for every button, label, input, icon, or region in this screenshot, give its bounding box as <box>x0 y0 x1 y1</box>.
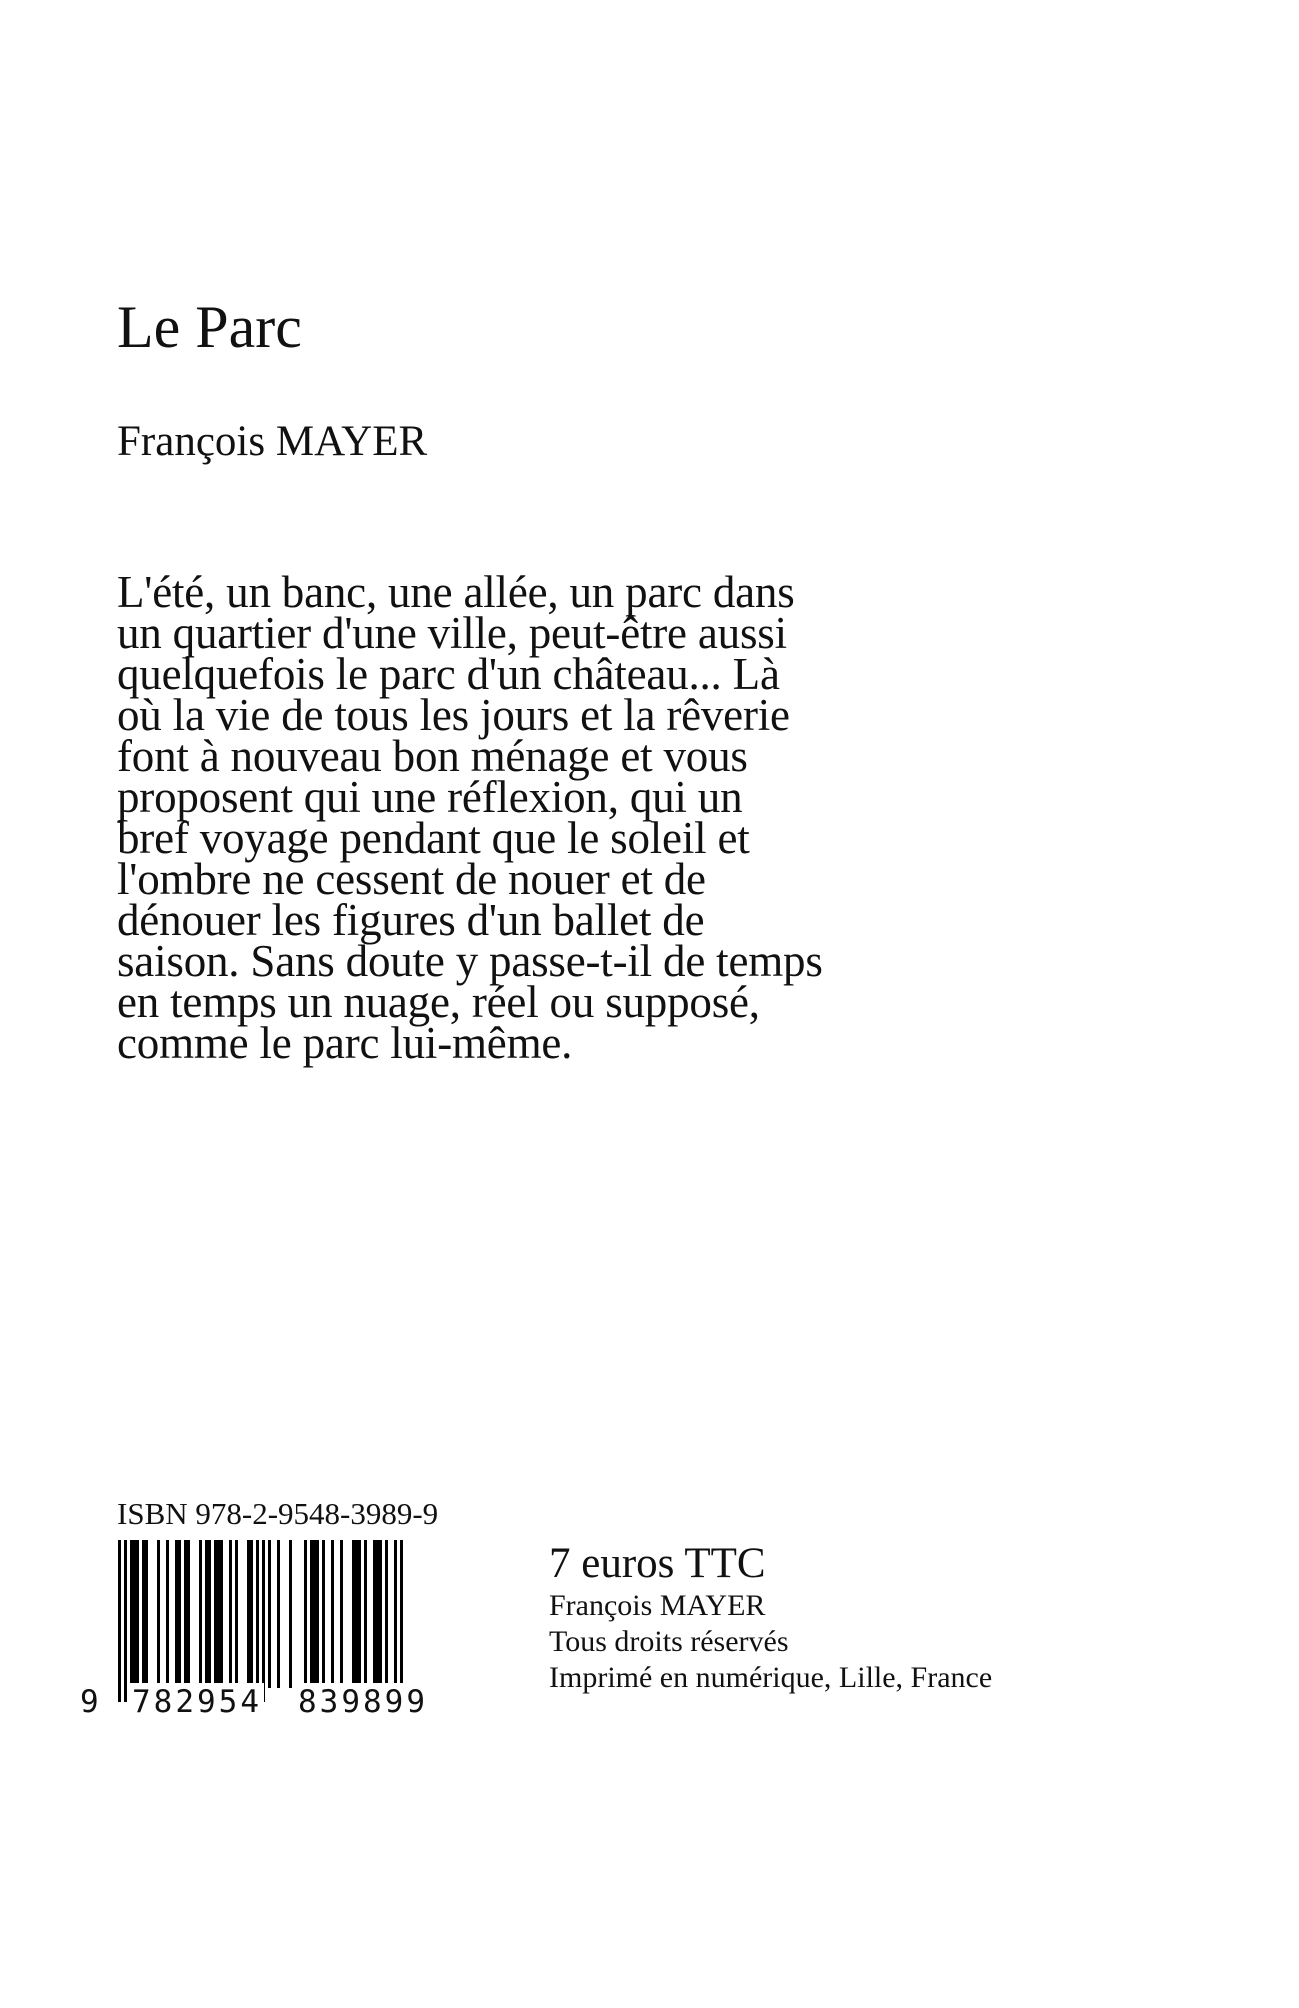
barcode-guard-bar <box>118 1540 121 1702</box>
barcode-bar <box>175 1540 181 1688</box>
blurb-line: font à nouveau bon ménage et vous <box>117 731 748 781</box>
blurb-line: comme le parc lui-même. <box>117 1018 573 1068</box>
barcode-bar <box>205 1540 211 1688</box>
barcode-left-digits: 782954 <box>132 1684 262 1720</box>
barcode-bar <box>322 1540 325 1688</box>
barcode-guard-bar <box>400 1540 403 1702</box>
barcode-bar <box>199 1540 202 1688</box>
book-author: François MAYER <box>117 418 428 465</box>
blurb-line: bref voyage pendant que le soleil et <box>117 813 750 863</box>
barcode-guard-bar <box>124 1540 127 1702</box>
barcode-bar <box>304 1540 307 1688</box>
blurb-line: L'été, un banc, une allée, un parc dans <box>117 567 795 617</box>
barcode-bar <box>385 1540 388 1688</box>
barcode-bar <box>289 1540 292 1688</box>
barcode-bar <box>157 1540 160 1688</box>
publisher: François MAYER <box>549 1589 766 1622</box>
barcode-guard-bar <box>262 1540 265 1702</box>
blurb-line: l'ombre ne cessent de nouer et de <box>117 854 706 904</box>
imprint-block <box>549 1540 992 1696</box>
blurb-line: dénouer les figures d'un ballet de <box>117 895 705 945</box>
blurb-line: quelquefois le parc d'un château... Là <box>117 649 780 699</box>
barcode-bar <box>310 1540 319 1688</box>
barcode-first-digit: 9 <box>80 1684 99 1720</box>
barcode-bar <box>331 1540 334 1688</box>
barcode-right-digits: 839899 <box>298 1684 428 1720</box>
blurb-line: proposent qui une réflexion, qui un <box>117 772 743 822</box>
barcode-bar <box>268 1540 271 1688</box>
barcode-bar <box>340 1540 343 1688</box>
blurb-line: un quartier d'une ville, peut-être aussi <box>117 608 787 658</box>
barcode-bar <box>166 1540 169 1688</box>
barcode-bar <box>214 1540 223 1688</box>
barcode-bar <box>229 1540 232 1688</box>
barcode-digits <box>80 1683 480 1723</box>
barcode-bar <box>364 1540 367 1688</box>
barcode-bar <box>247 1540 253 1688</box>
barcode-bar <box>235 1540 238 1688</box>
blurb-line: saison. Sans doute y passe-t-il de temps <box>117 936 823 986</box>
rights-notice: Tous droits réservés <box>549 1625 789 1658</box>
barcode-bar <box>277 1540 280 1688</box>
book-title: Le Parc <box>117 294 302 360</box>
barcode-bar <box>130 1540 139 1688</box>
barcode-guard-bar <box>256 1540 259 1702</box>
barcode-bar <box>352 1540 361 1688</box>
printing-info: Imprimé en numérique, Lille, France <box>549 1661 993 1694</box>
blurb-text <box>117 567 997 1068</box>
barcode-bar <box>184 1540 190 1688</box>
isbn-label: ISBN 978-2-9548-3989-9 <box>117 1496 439 1531</box>
price: 7 euros TTC <box>549 1540 766 1587</box>
barcode-bar <box>373 1540 382 1688</box>
blurb-line: en temps un nuage, réel ou supposé, <box>117 977 760 1027</box>
barcode-guard-bar <box>394 1540 397 1702</box>
barcode-bar <box>142 1540 148 1688</box>
blurb-line: où la vie de tous les jours et la rêverie <box>117 690 790 740</box>
